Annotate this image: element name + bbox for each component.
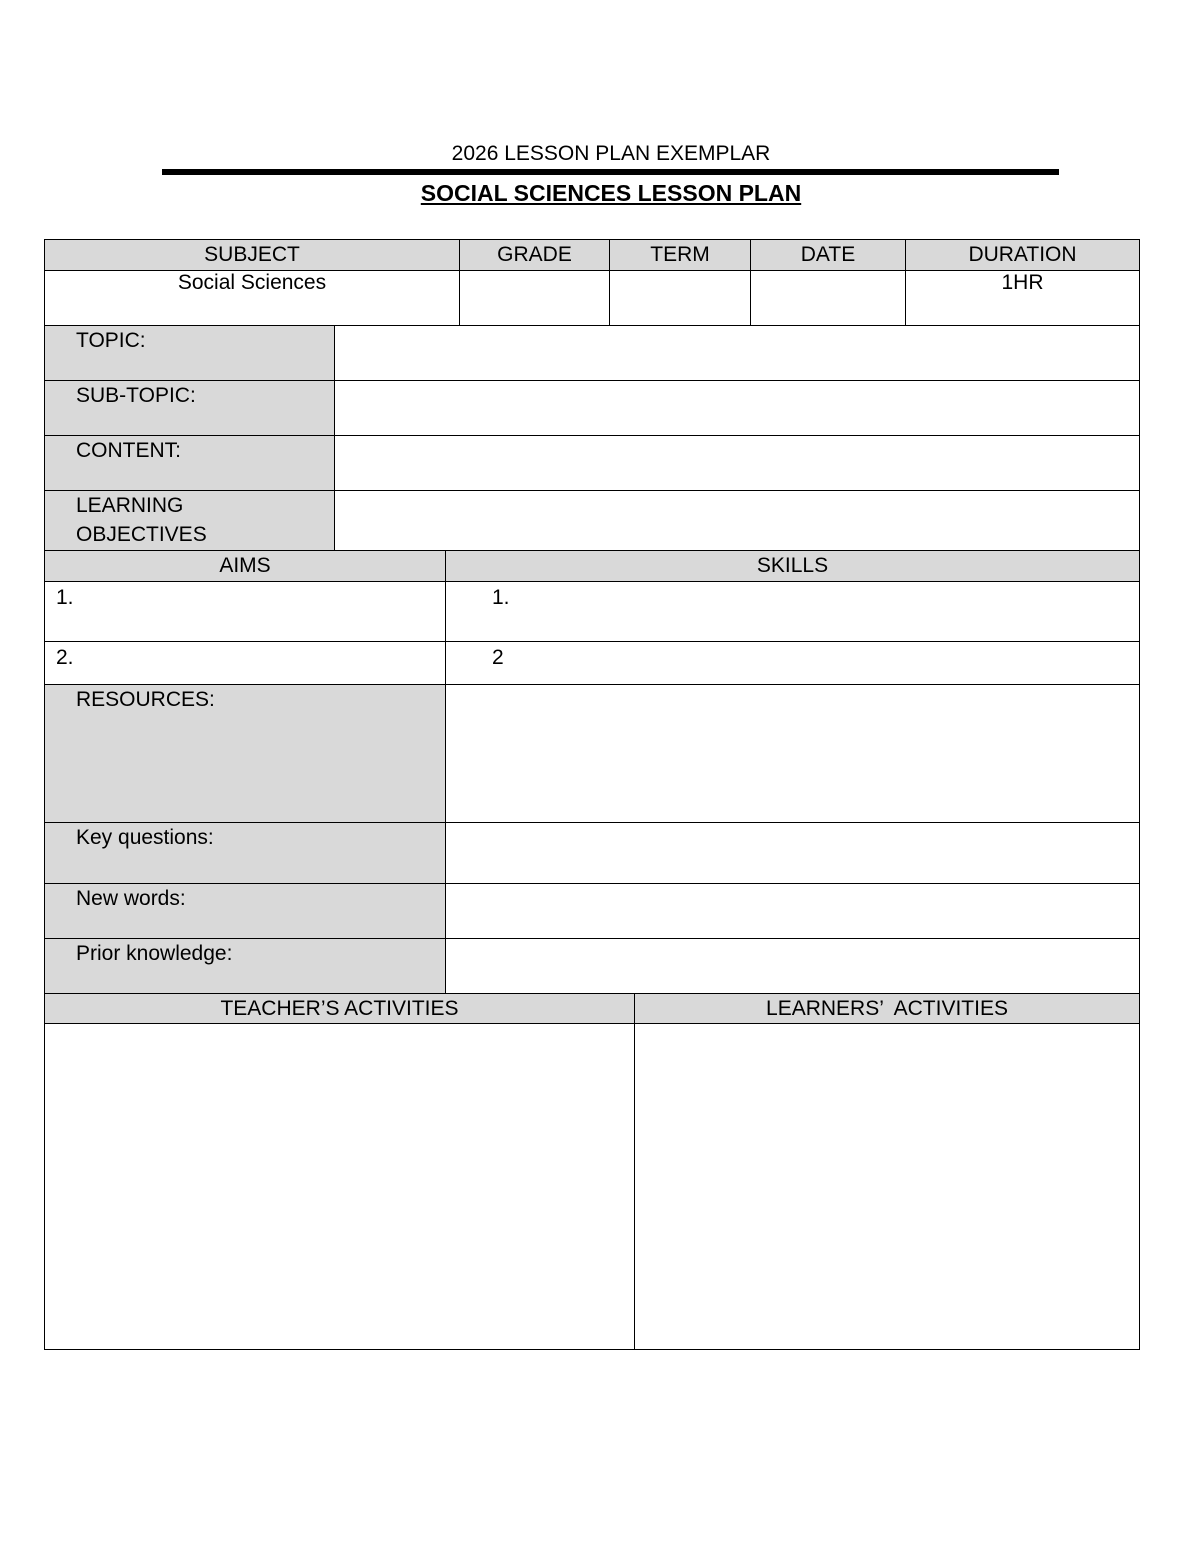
learning-objectives-value[interactable]: [335, 491, 1140, 551]
objectives-line-2: OBJECTIVES: [76, 523, 207, 546]
prior-knowledge-value[interactable]: [446, 939, 1140, 994]
aim-1[interactable]: 1.: [45, 582, 446, 642]
aims-header: AIMS: [45, 551, 446, 582]
exemplar-title: 2026 LESSON PLAN EXEMPLAR: [451, 142, 771, 165]
teacher-activities-header: TEACHER’S ACTIVITIES: [45, 994, 635, 1024]
term-value[interactable]: [610, 271, 751, 326]
date-header: DATE: [751, 240, 906, 271]
key-questions-label: Key questions:: [45, 823, 446, 884]
content-value[interactable]: [335, 436, 1140, 491]
aim-2[interactable]: 2.: [45, 642, 446, 685]
skill-1[interactable]: 1.: [446, 582, 1140, 642]
key-questions-value[interactable]: [446, 823, 1140, 884]
term-header: TERM: [610, 240, 751, 271]
aims-table: [44, 550, 1140, 994]
duration-value[interactable]: 1HR: [906, 271, 1140, 326]
content-label: CONTENT:: [45, 436, 335, 491]
resources-label: RESOURCES:: [45, 685, 446, 823]
date-value[interactable]: [751, 271, 906, 326]
learners-activities-value[interactable]: [635, 1024, 1140, 1350]
subject-header: SUBJECT: [45, 240, 460, 271]
topic-label: TOPIC:: [45, 326, 335, 381]
new-words-value[interactable]: [446, 884, 1140, 939]
subject-value[interactable]: Social Sciences: [45, 271, 460, 326]
learning-objectives-label: [45, 491, 335, 551]
info-table: [44, 239, 1140, 326]
topic-value[interactable]: [335, 326, 1140, 381]
sub-topic-value[interactable]: [335, 381, 1140, 436]
new-words-label: New words:: [45, 884, 446, 939]
learners-activities-header: LEARNERS’ ACTIVITIES: [635, 994, 1140, 1024]
topic-table: [44, 325, 1140, 551]
resources-value[interactable]: [446, 685, 1140, 823]
activities-table: [44, 993, 1140, 1350]
prior-knowledge-label: Prior knowledge:: [45, 939, 446, 994]
skills-header: SKILLS: [446, 551, 1140, 582]
skill-2[interactable]: 2: [446, 642, 1140, 685]
sub-topic-label: SUB-TOPIC:: [45, 381, 335, 436]
grade-header: GRADE: [460, 240, 610, 271]
plan-title: SOCIAL SCIENCES LESSON PLAN: [420, 180, 802, 206]
grade-value[interactable]: [460, 271, 610, 326]
objectives-line-1: LEARNING: [76, 494, 184, 517]
teacher-activities-value[interactable]: [45, 1024, 635, 1350]
header-rule: [162, 169, 1059, 175]
duration-header: DURATION: [906, 240, 1140, 271]
